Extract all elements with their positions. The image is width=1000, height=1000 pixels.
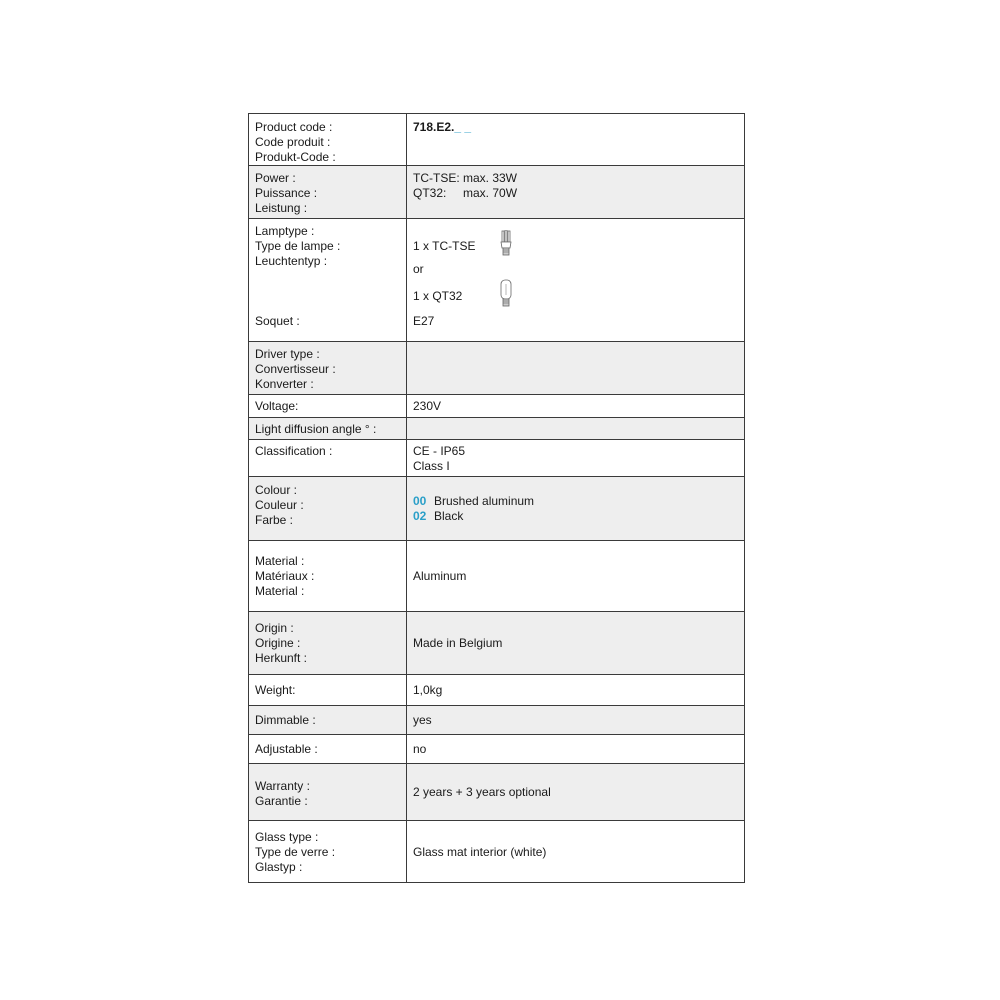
- material-value: Aluminum: [407, 541, 745, 612]
- weight-value: 1,0kg: [407, 675, 745, 706]
- voltage-value: 230V: [407, 395, 745, 418]
- colour-code: 02: [413, 509, 427, 523]
- label-dimmable: Dimmable :: [249, 706, 407, 735]
- label-warranty-fr: Garantie :: [255, 794, 308, 808]
- row-diffusion: [249, 418, 745, 440]
- row-warranty: [249, 764, 745, 821]
- row-origin: [249, 612, 745, 675]
- lamp-2-text: 1 x QT32: [413, 288, 463, 303]
- product-code-value: [407, 114, 745, 166]
- label-lamptype-de: Leuchtentyp :: [255, 254, 328, 268]
- label-power-fr: Puissance :: [255, 186, 318, 200]
- label-classification: Classification :: [249, 440, 407, 477]
- row-weight: [249, 675, 745, 706]
- lamptype-labels: [249, 219, 407, 342]
- label-glass-en: Glass type :: [255, 830, 319, 844]
- row-colour: [249, 477, 745, 541]
- compact-fluorescent-lamp-icon: [499, 230, 513, 262]
- lamp-or: or: [413, 262, 424, 276]
- lamp-option-1: [413, 230, 744, 262]
- label-lamptype-fr: Type de lampe :: [255, 239, 341, 253]
- material-labels: [249, 541, 407, 612]
- row-driver: [249, 342, 745, 395]
- lamp-1-text: 1 x TC-TSE: [413, 238, 476, 253]
- product-code-suffix: _ _: [454, 120, 472, 134]
- soquet-value: E27: [413, 314, 435, 328]
- label-soquet: Soquet :: [255, 314, 300, 328]
- power-qt32: QT32: max. 70W: [413, 186, 518, 200]
- diffusion-value: [407, 418, 745, 440]
- glass-labels: [249, 821, 407, 883]
- warranty-labels: [249, 764, 407, 821]
- colour-option-00: [413, 494, 744, 509]
- label-material-en: Material :: [255, 554, 305, 568]
- label-driver-en: Driver type :: [255, 347, 320, 361]
- label-glass-fr: Type de verre :: [255, 845, 336, 859]
- label-origin-fr: Origine :: [255, 636, 301, 650]
- origin-labels: [249, 612, 407, 675]
- label-power-de: Leistung :: [255, 201, 308, 215]
- lamp-option-2: [413, 279, 744, 313]
- row-product-code: [249, 114, 745, 166]
- label-colour-fr: Couleur :: [255, 498, 304, 512]
- origin-value: Made in Belgium: [407, 612, 745, 675]
- row-material: [249, 541, 745, 612]
- label-product-code-de: Produkt-Code :: [255, 150, 336, 164]
- label-material-de: Material :: [255, 584, 305, 598]
- row-glass: [249, 821, 745, 883]
- classification-ce: CE - IP65: [413, 444, 466, 458]
- colour-name: Black: [434, 509, 464, 523]
- label-colour-en: Colour :: [255, 483, 298, 497]
- power-values: [407, 166, 745, 219]
- glass-value: Glass mat interior (white): [407, 821, 745, 883]
- power-labels: [249, 166, 407, 219]
- adjustable-value: no: [407, 735, 745, 764]
- warranty-value: 2 years + 3 years optional: [407, 764, 745, 821]
- dimmable-value: yes: [407, 706, 745, 735]
- product-code-labels: [249, 114, 407, 166]
- lamptype-values: [407, 219, 745, 342]
- label-product-code-en: Product code :: [255, 120, 333, 134]
- spec-table: [248, 113, 745, 883]
- label-origin-en: Origin :: [255, 621, 294, 635]
- row-adjustable: [249, 735, 745, 764]
- label-diffusion: Light diffusion angle ° :: [249, 418, 407, 440]
- row-voltage: [249, 395, 745, 418]
- colour-name: Brushed aluminum: [434, 494, 535, 508]
- classification-values: [407, 440, 745, 477]
- label-warranty-en: Warranty :: [255, 779, 310, 793]
- driver-labels: [249, 342, 407, 395]
- colour-values: [407, 477, 745, 541]
- colour-code: 00: [413, 494, 427, 508]
- label-voltage: Voltage:: [249, 395, 407, 418]
- row-dimmable: [249, 706, 745, 735]
- row-power: [249, 166, 745, 219]
- label-colour-de: Farbe :: [255, 513, 294, 527]
- row-classification: [249, 440, 745, 477]
- label-material-fr: Matériaux :: [255, 569, 315, 583]
- power-tc-tse: TC-TSE: max. 33W: [413, 171, 518, 185]
- driver-value: [407, 342, 745, 395]
- classification-class: Class I: [413, 459, 450, 473]
- product-code: 718.E2.: [413, 120, 455, 134]
- label-driver-de: Konverter :: [255, 377, 314, 391]
- label-lamptype-en: Lamptype :: [255, 224, 315, 238]
- label-origin-de: Herkunft :: [255, 651, 308, 665]
- colour-option-02: [413, 509, 744, 524]
- label-glass-de: Glastyp :: [255, 860, 303, 874]
- halogen-lamp-icon: [499, 279, 513, 313]
- label-product-code-fr: Code produit :: [255, 135, 331, 149]
- label-adjustable: Adjustable :: [249, 735, 407, 764]
- label-weight: Weight:: [249, 675, 407, 706]
- row-lamptype: [249, 219, 745, 342]
- colour-labels: [249, 477, 407, 541]
- label-driver-fr: Convertisseur :: [255, 362, 336, 376]
- label-power-en: Power :: [255, 171, 296, 185]
